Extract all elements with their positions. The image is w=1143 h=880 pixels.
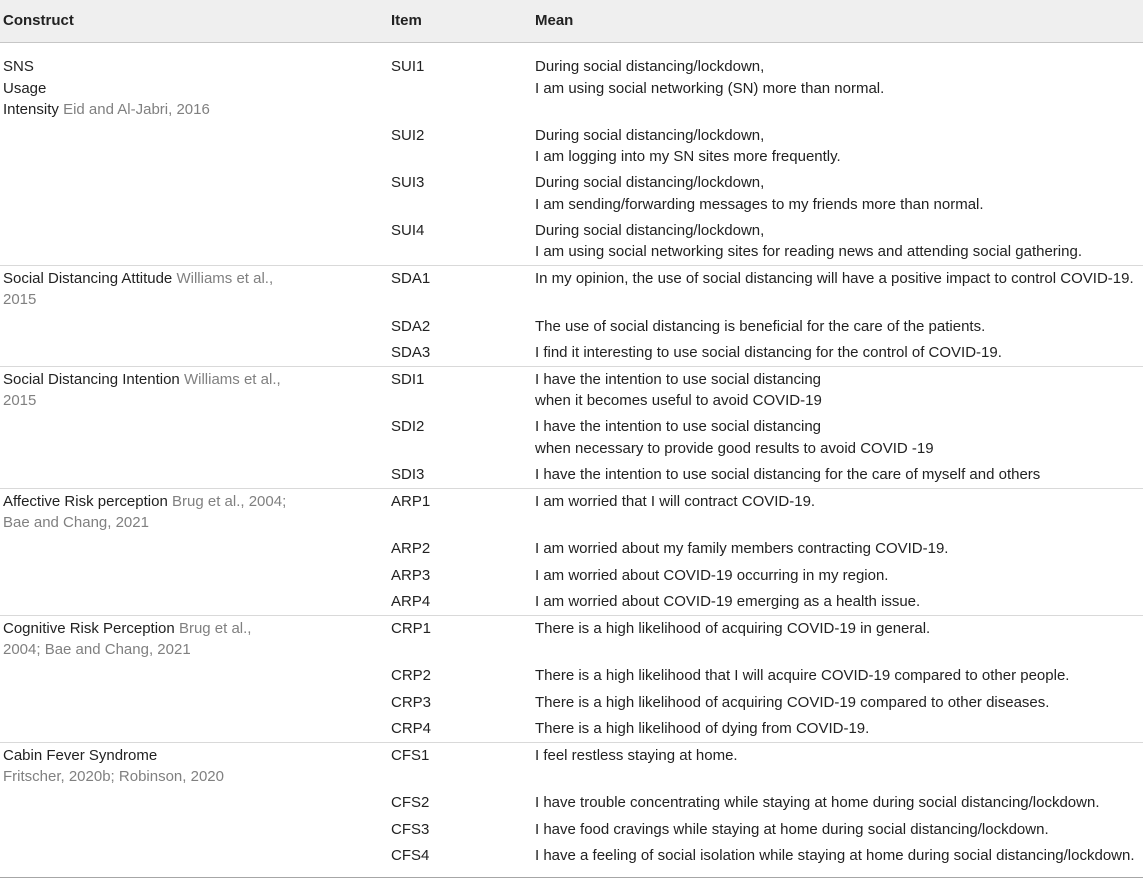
mean-line: During social distancing/lockdown,: [535, 58, 765, 76]
construct-citation: Bae and Chang, 2021: [3, 514, 149, 532]
item-code: CFS3: [391, 820, 430, 838]
construct-cell: [0, 220, 388, 262]
item-cell: [388, 172, 532, 214]
item-code: SUI2: [391, 127, 425, 144]
item-code: SDA1: [391, 270, 431, 288]
construct-cell: [0, 792, 388, 813]
construct-citation: Fritscher, 2020b; Robinson, 2020: [3, 768, 224, 786]
mean-line: I have the intention to use social distancing: [535, 418, 822, 436]
item-code: SDI1: [391, 371, 425, 389]
item-code: CFS4: [391, 846, 430, 864]
construct-name: Cognitive Risk Perception: [3, 620, 175, 638]
construct-line: [3, 268, 388, 289]
mean-cell: [532, 845, 1143, 866]
construct-cell: [0, 369, 388, 411]
construct-cell: [0, 745, 388, 787]
item-code: CRP2: [391, 667, 432, 685]
mean-line: During social distancing/lockdown,: [535, 127, 765, 144]
mean-line: when necessary to provide good results to avoid COVID -19: [535, 439, 934, 457]
item-cell: [388, 464, 532, 485]
table-row: [0, 488, 1143, 536]
header-construct: Construct: [3, 12, 74, 30]
item-cell: [388, 342, 532, 363]
mean-line: I am worried about my family members contracting COVID-19.: [535, 540, 949, 558]
construct-citation: Brug et al., 2004;: [172, 493, 287, 511]
item-code: SUI1: [391, 58, 425, 76]
construct-line: [3, 766, 388, 787]
table-row: [0, 123, 1143, 170]
construct-name: Social Distancing Attitude: [3, 270, 173, 288]
item-code: CFS2: [391, 794, 430, 812]
mean-line: I have a feeling of social isolation while staying at home during social distancing/lockdown.: [535, 846, 1135, 864]
table-row: [0, 217, 1143, 264]
construct-cell: [0, 172, 388, 214]
mean-line: I am logging into my SN sites more frequently.: [535, 148, 841, 166]
item-cell: [388, 316, 532, 337]
construct-citation: Brug et al.,: [178, 620, 252, 638]
construct-citation: 2004; Bae and Chang, 2021: [3, 641, 191, 659]
item-cell: [388, 591, 532, 612]
construct-cell: [0, 342, 388, 363]
construct-line: [3, 639, 388, 660]
item-cell: [388, 792, 532, 813]
construct-line: [3, 369, 388, 390]
table-row: [0, 615, 1143, 663]
item-cell: [388, 369, 532, 411]
item-code: CFS1: [391, 747, 430, 765]
mean-line: During social distancing/lockdown,: [535, 221, 765, 239]
construct-name: Cabin Fever Syndrome: [3, 747, 158, 765]
item-cell: [388, 125, 532, 167]
table-row: [0, 43, 1143, 123]
table-row: [0, 265, 1143, 313]
mean-cell: [532, 745, 1143, 787]
mean-line: There is a high likelihood that I will acquire COVID-19 compared to other people.: [535, 667, 1070, 685]
table-row: [0, 414, 1143, 461]
mean-cell: [532, 416, 1143, 458]
table-row: [0, 816, 1143, 842]
mean-line: I am using social networking sites for reading news and attending social gathering.: [535, 243, 1082, 261]
construct-line: [3, 512, 388, 533]
mean-line: I am worried that I will contract COVID-19.: [535, 493, 816, 511]
item-code: SDA2: [391, 317, 431, 335]
construct-citation: Williams et al.,: [176, 270, 274, 288]
mean-cell: [532, 316, 1143, 337]
mean-cell: [532, 692, 1143, 713]
mean-cell: [532, 591, 1143, 612]
item-cell: [388, 268, 532, 310]
construct-line: [3, 289, 388, 310]
construct-cell: [0, 416, 388, 458]
mean-line: There is a high likelihood of acquiring COVID-19 compared to other diseases.: [535, 693, 1050, 711]
mean-cell: [532, 369, 1143, 411]
table-row: [0, 842, 1143, 877]
table-row: [0, 313, 1143, 339]
construct-line: [3, 56, 388, 77]
table-row: [0, 689, 1143, 715]
item-code: ARP1: [391, 493, 431, 511]
item-cell: [388, 416, 532, 458]
item-code: CRP3: [391, 693, 432, 711]
mean-line: I am sending/forwarding messages to my friends more than normal.: [535, 195, 984, 213]
construct-cell: [0, 665, 388, 686]
item-cell: [388, 565, 532, 586]
mean-cell: [532, 491, 1143, 533]
construct-cell: [0, 268, 388, 310]
construct-cell: [0, 565, 388, 586]
table-row: [0, 790, 1143, 816]
mean-cell: [532, 342, 1143, 363]
mean-cell: [532, 665, 1143, 686]
construct-cell: [0, 845, 388, 866]
mean-line: There is a high likelihood of acquiring COVID-19 in general.: [535, 620, 931, 638]
construct-citation: Williams et al.,: [183, 371, 281, 389]
mean-cell: [532, 220, 1143, 262]
construct-cell: [0, 591, 388, 612]
mean-line: I have the intention to use social distancing: [535, 371, 822, 389]
construct-cell: [0, 538, 388, 559]
item-code: ARP2: [391, 540, 431, 558]
item-cell: [388, 745, 532, 787]
construct-cell: [0, 618, 388, 660]
table-row: [0, 663, 1143, 689]
table-row: [0, 715, 1143, 741]
mean-cell: [532, 565, 1143, 586]
mean-line: The use of social distancing is beneficial for the care of the patients.: [535, 317, 986, 335]
construct-cell: [0, 491, 388, 533]
construct-name: Affective Risk perception: [3, 493, 168, 511]
mean-line: when it becomes useful to avoid COVID-19: [535, 392, 822, 410]
table-row: [0, 170, 1143, 217]
item-cell: [388, 665, 532, 686]
mean-line: I am worried about COVID-19 emerging as a health issue.: [535, 592, 921, 610]
construct-name: Intensity: [3, 100, 59, 118]
construct-cell: [0, 316, 388, 337]
table-row: [0, 461, 1143, 487]
table-row: [0, 562, 1143, 588]
mean-line: In my opinion, the use of social distancing will have a positive impact to control COVID-19.: [535, 270, 1134, 288]
mean-cell: [532, 792, 1143, 813]
mean-line: I am using social networking (SN) more than normal.: [535, 79, 885, 97]
item-code: ARP4: [391, 592, 431, 610]
mean-line: I have food cravings while staying at home during social distancing/lockdown.: [535, 820, 1049, 838]
mean-cell: [532, 268, 1143, 310]
table-row: [0, 366, 1143, 414]
construct-line: [3, 491, 388, 512]
item-cell: [388, 618, 532, 660]
mean-cell: [532, 172, 1143, 214]
table-row: [0, 742, 1143, 790]
construct-line: [3, 618, 388, 639]
table-header-row: [0, 0, 1143, 43]
construct-name: Usage: [3, 79, 47, 97]
mean-line: During social distancing/lockdown,: [535, 174, 765, 192]
construct-line: [3, 99, 388, 120]
mean-cell: [532, 819, 1143, 840]
construct-name: Social Distancing Intention: [3, 371, 180, 389]
mean-cell: [532, 538, 1143, 559]
construct-citation: 2015: [3, 291, 37, 309]
construct-citation: 2015: [3, 392, 37, 410]
construct-cell: [0, 692, 388, 713]
item-code: SUI4: [391, 221, 425, 239]
mean-cell: [532, 718, 1143, 739]
item-cell: [388, 220, 532, 262]
item-cell: [388, 845, 532, 866]
item-cell: [388, 538, 532, 559]
header-item: Item: [391, 12, 422, 30]
mean-line: I find it interesting to use social distancing for the control of COVID-19.: [535, 343, 1002, 361]
item-code: CRP1: [391, 620, 432, 638]
mean-line: I have trouble concentrating while staying at home during social distancing/lockdown.: [535, 794, 1100, 812]
header-mean: Mean: [535, 12, 574, 30]
item-cell: [388, 491, 532, 533]
construct-cell: [0, 125, 388, 167]
construct-line: [3, 390, 388, 411]
table-row: [0, 339, 1143, 365]
mean-line: I feel restless staying at home.: [535, 747, 738, 765]
mean-cell: [532, 464, 1143, 485]
table-row: [0, 588, 1143, 614]
mean-cell: [532, 56, 1143, 120]
item-cell: [388, 692, 532, 713]
item-code: ARP3: [391, 566, 431, 584]
mean-cell: [532, 125, 1143, 167]
construct-cell: [0, 56, 388, 120]
item-cell: [388, 718, 532, 739]
construct-line: [3, 78, 388, 99]
construct-cell: [0, 464, 388, 485]
construct-cell: [0, 819, 388, 840]
mean-line: There is a high likelihood of dying from COVID-19.: [535, 719, 870, 737]
item-code: SDA3: [391, 343, 431, 361]
mean-line: I am worried about COVID-19 occurring in my region.: [535, 566, 889, 584]
construct-name: SNS: [3, 58, 34, 76]
table-row: [0, 536, 1143, 562]
item-cell: [388, 819, 532, 840]
mean-cell: [532, 618, 1143, 660]
item-code: SDI3: [391, 465, 425, 483]
mean-line: I have the intention to use social distancing for the care of myself and others: [535, 465, 1041, 483]
construct-citation: Eid and Al-Jabri, 2016: [63, 100, 210, 118]
item-code: SUI3: [391, 174, 425, 192]
construct-line: [3, 745, 388, 766]
construct-cell: [0, 718, 388, 739]
item-cell: [388, 56, 532, 120]
item-code: SDI2: [391, 418, 425, 436]
item-code: CRP4: [391, 719, 432, 737]
